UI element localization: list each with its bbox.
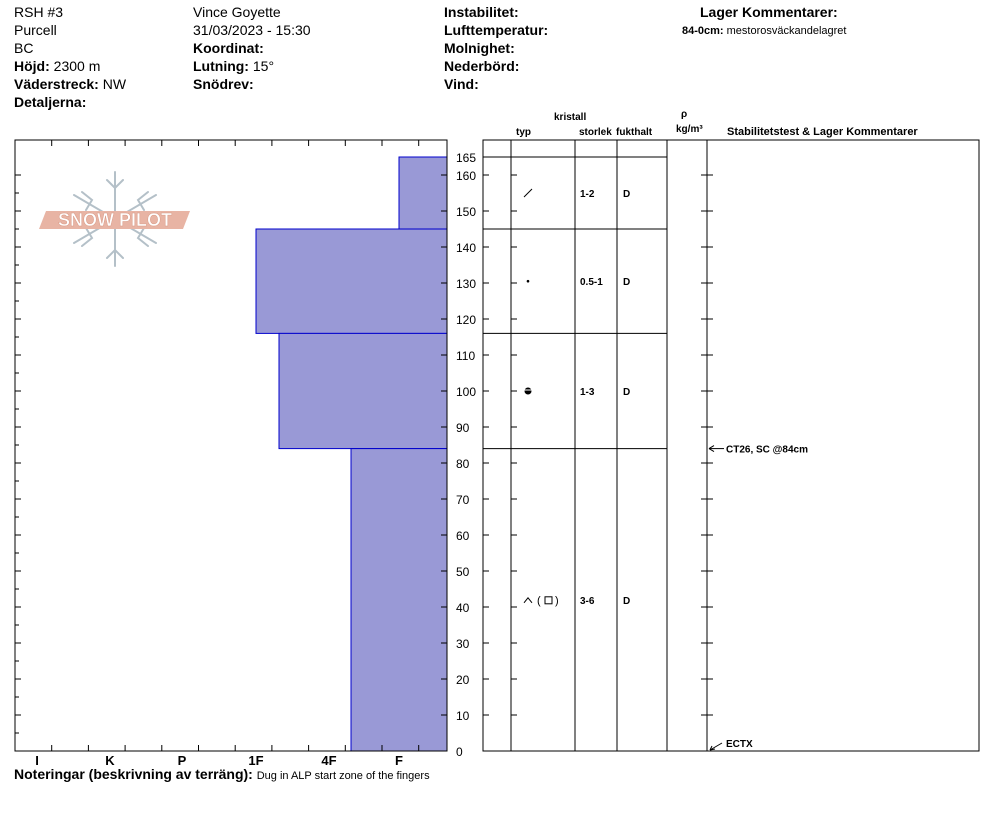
air-temp-label: Lufttemperatur:	[444, 22, 549, 38]
notes	[14, 766, 430, 782]
col-size: storlek	[579, 127, 612, 138]
aspect-label: Väderstreck:	[14, 76, 99, 92]
layer-moisture: D	[623, 189, 631, 200]
hardness-tick-label: K	[105, 753, 115, 768]
melt-freeze-rounded-icon	[524, 388, 532, 395]
depth-tick-label: 165	[456, 151, 477, 165]
depth-tick-label: 110	[456, 349, 476, 363]
grain-dot	[527, 280, 530, 283]
instability-label: Instabilitet:	[444, 4, 519, 20]
elevation-value: 2300 m	[53, 58, 101, 74]
drift-label: Snödrev:	[193, 76, 254, 92]
layer-comment-range: 84-0cm:	[682, 25, 724, 37]
coordinate-label: Koordinat:	[193, 40, 264, 56]
notes-label: Noteringar (beskrivning av terräng):	[14, 766, 253, 782]
wind-label: Vind:	[444, 76, 479, 92]
observer-name: Vince Goyette	[193, 4, 281, 20]
depth-tick-label: 40	[456, 601, 470, 615]
hardness-bar	[256, 229, 447, 333]
slope-value: 15°	[252, 58, 275, 74]
grain-stroke	[524, 189, 532, 197]
stability-label: CT26, SC @84cm	[726, 444, 809, 456]
depth-tick-label: 130	[456, 277, 477, 291]
depth-tick-label: 120	[456, 313, 477, 327]
depth-tick-label: 140	[456, 241, 477, 255]
col-moisture: fukthalt	[616, 127, 653, 138]
hardness-tick-label: P	[177, 753, 187, 768]
depth-tick-label: 80	[456, 457, 470, 471]
depth-tick-label: 160	[456, 169, 477, 183]
slope-label: Lutning:	[193, 58, 249, 74]
cloud-label: Molnighet:	[444, 40, 515, 56]
hardness-tick-label: F	[395, 753, 403, 768]
table-ticks	[483, 175, 713, 715]
col-stability: Stabilitetstest & Lager Kommentarer	[727, 126, 918, 138]
layer-size: 1-2	[580, 189, 595, 200]
layer-moisture: D	[623, 387, 631, 398]
hardness-bar	[351, 449, 447, 751]
region-name: BC	[14, 40, 34, 56]
depth-tick-label: 70	[456, 493, 470, 507]
stability-tests	[709, 445, 808, 750]
snowpilot-logo	[39, 172, 190, 266]
depth-tick-label: 30	[456, 637, 470, 651]
aspect-value: NW	[102, 76, 127, 92]
hardness-tick-label: 1F	[248, 753, 264, 768]
layer-size: 0.5-1	[580, 277, 603, 289]
layer-moisture: D	[623, 595, 631, 607]
depth-tick-label: 20	[456, 673, 470, 687]
layer-comment-text: mestorosväckandelagret	[726, 25, 847, 37]
layer-cells	[524, 189, 630, 607]
depth-tick-label: 100	[456, 385, 477, 399]
depth-tick-label: 0	[456, 745, 463, 759]
elevation-label: Höjd:	[14, 58, 50, 74]
logo-text: SNOW PILOT	[58, 210, 172, 230]
col-rho: ρ	[681, 109, 688, 120]
grain-square	[545, 597, 552, 604]
hardness-bars	[256, 157, 447, 751]
hardness-bar	[279, 333, 447, 448]
precip-label: Nederbörd:	[444, 58, 520, 74]
decomposing-fragments-icon	[524, 189, 532, 197]
grain-depth-hoar	[524, 598, 532, 603]
layer-comments-title: Lager Kommentarer:	[700, 4, 838, 20]
details-label: Detaljerna:	[14, 94, 87, 110]
col-density-unit: kg/m³	[676, 124, 703, 135]
stability-label: ECTX	[726, 739, 753, 750]
grain-paren-right: )	[555, 594, 559, 607]
depth-tick-label: 90	[456, 421, 470, 435]
hardness-tick-label: I	[35, 753, 39, 768]
layer-moisture: D	[623, 277, 631, 289]
depth-tick-label: 60	[456, 529, 470, 543]
col-crystal: kristall	[554, 112, 587, 123]
depth-tick-label: 50	[456, 565, 470, 579]
notes-text: Dug in ALP start zone of the fingers	[256, 770, 430, 782]
col-type: typ	[516, 127, 531, 138]
hardness-tick-label: 4F	[321, 753, 337, 768]
depth-hoar-faceted-icon	[524, 595, 559, 607]
layer-size: 1-3	[580, 387, 595, 398]
range-name: Purcell	[14, 22, 57, 38]
observation-datetime: 31/03/2023 - 15:30	[193, 22, 311, 38]
hardness-bar	[399, 157, 447, 229]
grain-paren-left: (	[537, 594, 541, 607]
depth-tick-label: 150	[456, 205, 477, 219]
layer-size: 3-6	[580, 595, 595, 607]
small-rounded-icon	[527, 280, 530, 283]
site-name: RSH #3	[14, 4, 64, 20]
depth-tick-label: 10	[456, 709, 470, 723]
grain-circle	[525, 388, 532, 395]
